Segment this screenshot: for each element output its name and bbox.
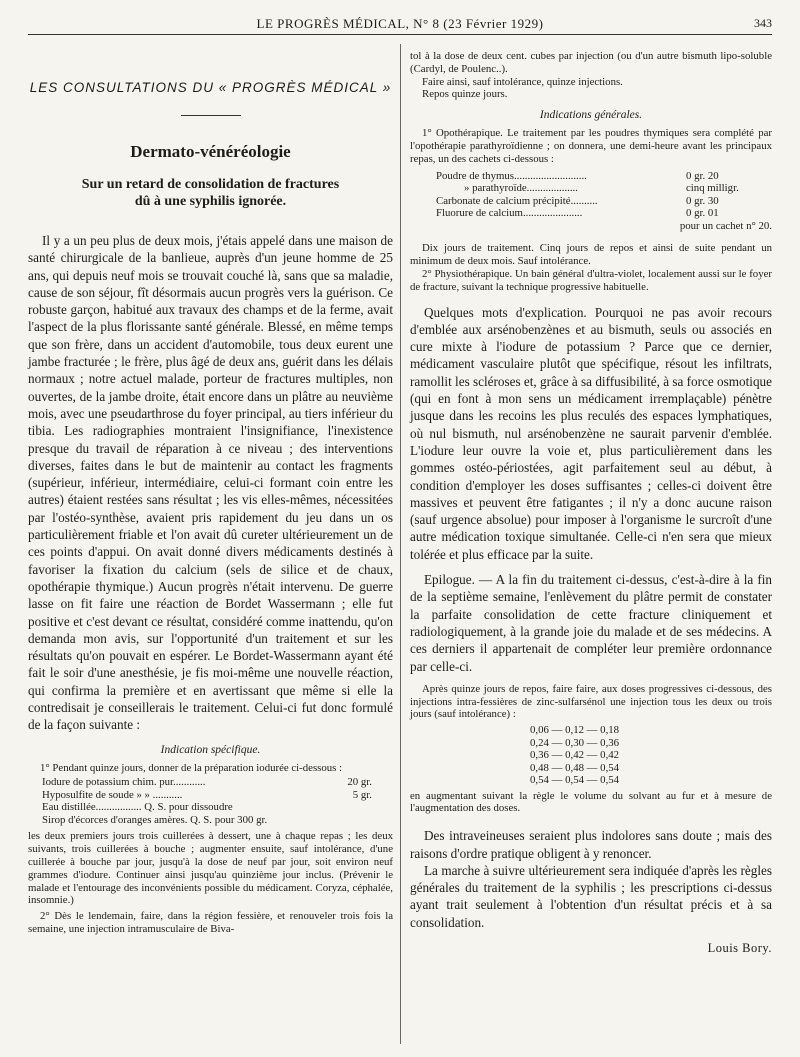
dose-row: 0,48 — 0,48 — 0,54 (530, 761, 620, 774)
dose-row: 0,06 — 0,12 — 0,18 (530, 724, 620, 737)
running-title: LE PROGRÈS MÉDICAL, N° 8 (23 Février 1929) (256, 16, 544, 31)
case-paragraph: Il y a un peu plus de deux mois, j'étais appelé dans une maison de santé chirurgicale de la banlieue, auprès d'un jeune homme de 25 ans, qui depuis neuf mois se trouvait couché là, sans que sa maladie, cause de son séjour, fît désormais aucun progrès vers la guérison. Ce robuste garçon, habitué aux travaux des champs et de la ferme, avait l'aspect de la plus florissante santé générale. Blessé, en même temps que son frère, dans un accident d'automobile, tous deux eurent une jambe fracturée ; le frère, plus âgé de deux ans, guérit dans les délais normaux ; notre actuel malade, porteur de fractures multiples, non ouvertes, de la jambe droite, était encore dans un plâtre au neuvième mois, avec une pseudarthrose du foyer principal, au tiers inférieur du tibia. Les radiographies montraient l'insignifiance, l'inexistence presque du travail de réparation à ce niveau ; des interventions diverses, faites dans le but de maintenir au contact les fragments (supérieur, inférieur, intermédiaire, celui-ci formant coin entre les autres) étaient restées sans résultat ; les vis elles-mêmes, nécessitées par l'ostéo-synthèse, avaient pris rapidement du jeu dans un os particulièrement friable et l'on avait dû cureter ultérieurement un de ces points d'appui. On avait donné divers médicaments destinés à favoriser la fixation du calcium (sels de silice et de chaux, opothérapie thymique.) Aucun progrès n'était intervenu. De guerre lasse on fit faire une réaction de Bordet Wassermann ; elle fut positive et c'est devant ce résultat, considéré comme inattendu, qu'on demanda mon avis, sur l'opportunité d'un traitement et sur les résultats qu'on pouvait en espérer. Le Bordet-Wassermann ayant été fait le soir d'une anesthésie, je fis moi-même une nouvelle réaction, qui confirma la première et en avertissant que même si elle la contredisait je conseillerais le traitement. Celui-ci fut donc formulé de la façon suivante : (28, 233, 393, 733)
cachet-count: pour un cachet n° 20. (679, 219, 772, 232)
cachet-prescription (436, 170, 764, 220)
posology-paragraph: les deux premiers jours trois cuillerées à dessert, une à chaque repas ; les deux suivants, trois cuillerées à bouche ; augmenter ensuite, sauf intolérance, d'une cuillerée à bouche par jour, jusqu'à la dose de neuf par jour, soit environ neuf grammes d'iodure. Continuer ainsi jusqu'au quinzième jour inclus. (Prévenir le malade et l'entourage des inconvénients possible du médicament. Coryza, céphalée, insomnie.) (28, 830, 393, 907)
prescription-item: Eau distillée................. Q. S. pour dissoudre (42, 801, 233, 814)
cachet-item: Poudre de thymus........................... (436, 169, 587, 182)
cachet-dose: 0 gr. 01 (686, 207, 719, 220)
rubric-rule (181, 115, 241, 116)
cachet-row (436, 195, 764, 208)
iodide-prescription (42, 776, 372, 826)
rubric-title: LES CONSULTATIONS DU « PROGRÈS MÉDICAL » (29, 80, 392, 95)
indications-generales-heading: Indications générales. (539, 109, 643, 122)
author-signature: Louis Bory. (707, 941, 772, 956)
cachet-row (436, 207, 764, 220)
bivatol-paragraph: 2° Dès le lendemain, faire, dans la région fessière, et renouveler trois fois la semaine, une injection intramusculaire de Biva- (28, 910, 393, 935)
prescription-row (42, 801, 372, 814)
prescription-item: Hyposulfite de soude » » ........... (42, 788, 183, 801)
epilogue-paragraph: Epilogue. — A la fin du traitement ci-dessus, c'est-à-dire à la fin de la septième semaine, l'enlèvement du plâtre permit de constater la parfaite consolidation de cette fracture cliniquement et radiologiquement, à la grande joie du malade et de ses médecins. A ces derniers il appartenait de compléter leur première ordonnance par celle-ci. (410, 572, 772, 674)
cachet-dose: 0 gr. 20 (686, 169, 719, 182)
injections-line: Faire ainsi, sauf intolérance, quinze injections. (422, 75, 623, 88)
prescription-item: Sirop d'écorces d'oranges amères. Q. S. pour 300 gr. (42, 813, 268, 826)
article-subtitle (28, 176, 393, 210)
column-divider (400, 44, 401, 1044)
prescription-row (42, 776, 372, 789)
left-column (28, 50, 393, 936)
rest-line: Repos quinze jours. (422, 88, 508, 101)
cachet-item: Fluorure de calcium...................... (436, 207, 583, 220)
prescription-dose: 5 gr. (352, 788, 372, 801)
page-number: 343 (754, 16, 772, 30)
cachet-dose: 0 gr. 30 (686, 194, 719, 207)
explanation-paragraph: Quelques mots d'explication. Pourquoi ne pas avoir recours d'emblée aux arsénobenzènes et au bismuth, seuls ou associés en cure mixte à l'iodure de potassium ? Parce que ce dernier, médicament vasculaire plutôt que spécifique, résout les infiltrats, ramollit les scléroses et, grâce à sa diffusibilité, à sa force osmotique (qui en font à mon sens un médicament irremplaçable) pénètre jusque dans les recoins les plus reculés des espaces lymphatiques, où nul bismuth, nul arsénobenzène ne saurait parvenir d'emblée. L'iodure leur ouvre la voie et, plus particulièrement dans les gommes ostéo-périostées, agit parfaitement seul au début, à condition d'employer les doses suffisantes ; celles-ci doivent être massives et peuvent être fatigantes ; il n'y a donc aucune raison (sauf urgence absolue) pour imposer à l'organisme le surcroît d'une autre médication toxique simultanée. Celle-ci n'en sera que mieux tolérée et plus efficace par la suite. (410, 304, 772, 562)
cachet-item: Carbonate de calcium précipité.......... (436, 194, 598, 207)
prescription-row (42, 814, 372, 827)
subtitle-line: dû à une syphilis ignorée. (134, 194, 287, 209)
opotherapy-paragraph: 1° Opothérapique. Le traitement par les poudres thymiques sera complété par l'opothérapie parathyroïdienne ; on donnera, une demi-heure avant les principaux repas, un des cachets ci-dessous : (410, 127, 772, 165)
closing-paragraph: La marche à suivre ultérieurement sera indiquée d'après les règles générales du traitement de la syphilis ; les prescriptions ci-dessus ayant trait seulement à l'obtention d'un résultat précis et à sa consolidation. (410, 862, 772, 930)
cachet-dose: cinq milligr. (686, 182, 739, 195)
running-header (28, 16, 772, 35)
prescription-item: Iodure de potassium chim. pur............ (42, 776, 206, 789)
dose-row: 0,24 — 0,30 — 0,36 (530, 736, 620, 749)
dose-row: 0,36 — 0,42 — 0,42 (530, 749, 620, 762)
right-column (410, 50, 772, 956)
physiotherapy-paragraph: 2° Physiothérapique. Un bain général d'ultra-violet, localement aussi sur le foyer de fracture, suivant la technique progressive habituelle. (410, 267, 772, 293)
specific-intro: 1° Pendant quinze jours, donner de la préparation iodurée ci-dessous : (40, 761, 343, 774)
dose-row: 0,54 — 0,54 — 0,54 (530, 774, 620, 787)
zinc-injection-outro: en augmentant suivant la règle le volume du solvant au fur et à mesure de l'augmentation des doses. (410, 789, 772, 815)
subtitle-line: Sur un retard de consolidation de fractures (81, 177, 340, 192)
bivatol-continuation: tol à la dose de deux cent. cubes par injection (ou d'un autre bismuth lipo-soluble (Cardyl, de Poulenc..). (410, 50, 772, 75)
cachet-item: » parathyroïde................... (464, 182, 578, 195)
treatment-duration: Dix jours de traitement. Cinq jours de repos et ainsi de suite pendant un minimum de deux mois. Sauf intolérance. (410, 242, 772, 268)
dose-schedule (530, 724, 772, 787)
section-title: Dermato-vénéréologie (130, 142, 291, 161)
prescription-row (42, 789, 372, 802)
cachet-row (436, 182, 764, 195)
closing-paragraph: Des intraveineuses seraient plus indolores sans doute ; mais des raisons d'ordre pratique obligent à y renoncer. (410, 828, 772, 861)
zinc-injection-intro: Après quinze jours de repos, faire faire, aux doses progressives ci-dessous, des injections intra-fessières de zinc-sulfarsénol une injection tous les deux ou trois jours (sauf intolérance) : (410, 682, 772, 721)
prescription-dose (340, 801, 373, 814)
prescription-dose (340, 814, 373, 827)
indication-specifique-heading: Indication spécifique. (160, 743, 261, 756)
prescription-dose: 20 gr. (347, 776, 372, 789)
cachet-row (436, 170, 764, 183)
